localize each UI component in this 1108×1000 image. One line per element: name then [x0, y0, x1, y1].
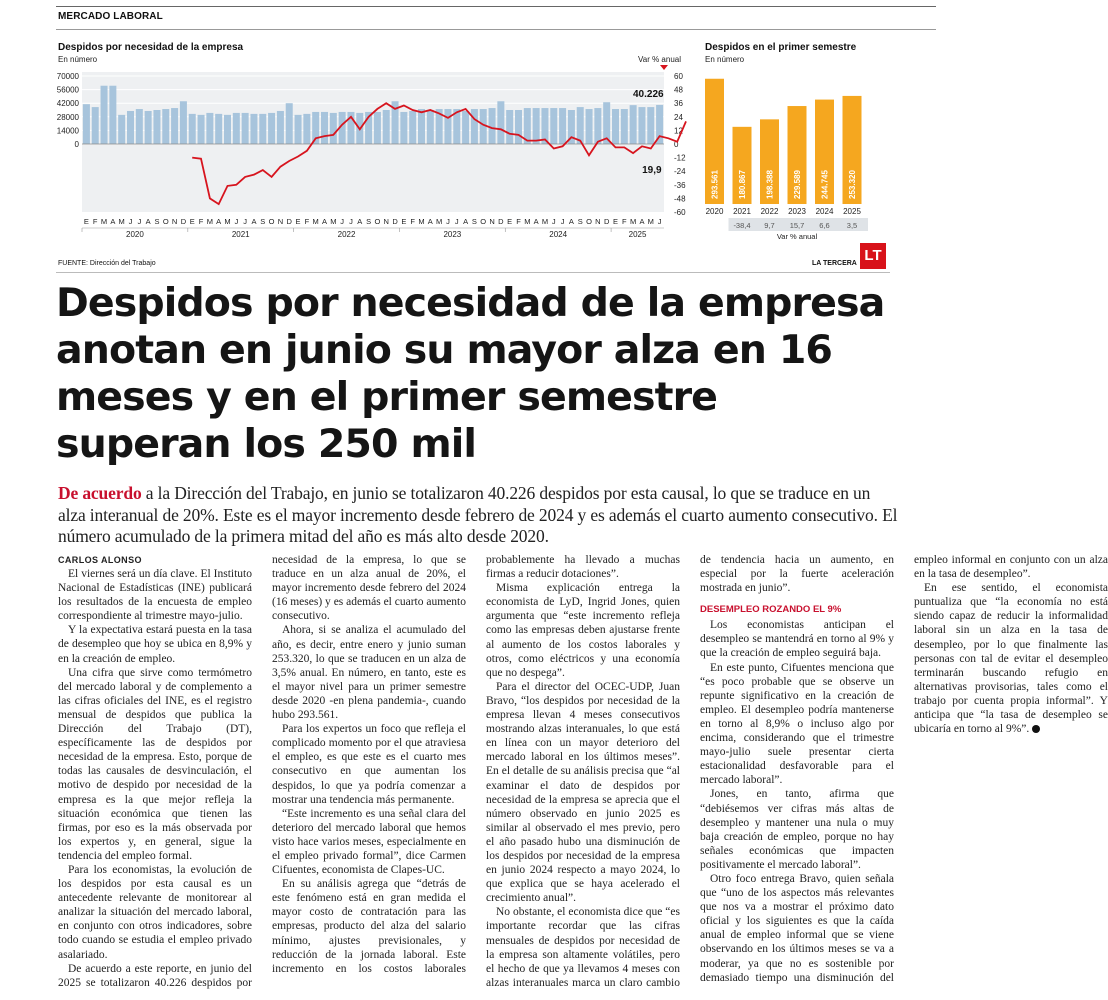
chart1-bar [612, 109, 619, 144]
chart1-month-label: O [480, 217, 487, 226]
lead-text: a la Dirección del Trabajo, en junio se totalizaron 40.226 despidos por esta causal, lo que se traduce en un alza interanual de 20%. Este es el mayor incremento desde febrero de 2024 y es además el cuarto aumento consecutivo. El número acumulado de la primera mitad del año es más alto desde 2020. [58, 483, 898, 546]
chart1-ylabel: En número [58, 55, 98, 64]
chart1-month-label: M [100, 217, 108, 226]
chart1-bar [515, 110, 522, 144]
divider [56, 272, 890, 273]
chart1-month-label: E [295, 217, 301, 226]
chart2-variation-label: 3,5 [846, 221, 858, 230]
chart1-bar [153, 110, 160, 144]
article-paragraph: Una cifra que sirve como termómetro del mercado laboral y de complemento a las cifras oficiales del INE, es el registro mensual de despidos que publica la Dirección del Trabajo (DT), específicamente las de despidos por necesidad de la empresa. Esto, porque de todas las causales de desvinculación, el motivo de despido por necesidad de la empresa es la que mejor refleja la situación económica que tienen las firmas, por eso es la más observada por los expertos y, en general, sigue la tendencia del empleo formal. [58, 666, 252, 862]
chart1-right-tick: 48 [674, 85, 683, 95]
chart2-ylabel: En número [705, 55, 745, 64]
article-paragraph: Para los economistas, la evolución de los despidos por esta causal es un antecedente relevante de monitorear al analizar la situación del mercado laboral, en conjunto con otros indicadores, sobre todo cuando se estudia el empleo privado asalariado. [58, 863, 252, 961]
chart2-variation-label: 9,7 [764, 221, 775, 230]
chart1-y2label: Var % anual [638, 55, 681, 64]
chart1-bar [506, 110, 513, 144]
chart1-bar [259, 114, 266, 144]
chart2-value-label: 229.589 [793, 170, 802, 199]
chart1-bar [621, 109, 628, 144]
chart1-bar [162, 109, 169, 144]
chart1-month-label: S [471, 217, 477, 226]
chart1-bar [136, 109, 143, 144]
chart1-month-label: D [498, 217, 504, 226]
chart2-variation-label: 15,7 [789, 221, 805, 230]
chart1-month-label: M [436, 217, 443, 226]
chart1-bar [647, 107, 654, 144]
chart1-bar [418, 109, 425, 144]
chart1-month-label: O [374, 217, 381, 226]
chart1-month-label: M [224, 217, 231, 226]
article-body [58, 553, 1108, 993]
chart1-bar [550, 108, 557, 144]
chart1-left-tick: 70000 [56, 72, 79, 81]
chart1-month-label: F [92, 217, 98, 226]
chart1-bar [400, 112, 407, 144]
chart1-month-label: F [516, 217, 521, 226]
chart1-bar [198, 115, 205, 144]
chart1-bar [118, 115, 125, 144]
article-paragraph: En su análisis agrega que “detrás de este fenómeno está en gran medida el mayor costo de contratación para las empresas, producto del alza del salario mínimo, ajustes previsionales, y reducción de la jornada laboral. Este incremento en los costos laborales probablemente ha llevado a muchas firmas a reducir dotaciones”. [272, 554, 680, 975]
article-paragraph: Para el director del OCEC-UDP, Juan Bravo, “los despidos por necesidad de la empresa llevan 4 meses consecutivos mostrando alzas interanuales, lo que está en línea con un mayor deterioro del mercado laboral en los últimos meses”. En el detalle de su análisis precisa que “al examinar el dato de despidos por necesidad de la empresa se aprecia que el número observado en junio 2025 es similar al observado el mes previo, pero el año pasado hubo una disminución de los despidos por necesidad de la empresa en junio 2024 respecto a mayo 2024, lo que explica que se haya acelerado el crecimiento anual”. [486, 680, 680, 905]
chart1-bar [321, 112, 328, 144]
chart1-year-label: 2021 [231, 230, 250, 239]
chart1-bar [594, 108, 601, 144]
chart1-year-label: 2023 [443, 230, 462, 239]
chart1-right-tick: 60 [674, 72, 683, 81]
chart1-last-value-label: 40.226 [632, 88, 664, 100]
article-paragraph: Los economistas anticipan el desempleo se mantendrá en torno al 9% y que la creación de empleo seguirá baja. [700, 619, 894, 660]
chart1-left-tick: 42000 [56, 99, 79, 109]
chart1-month-label: S [260, 217, 266, 226]
chart1-bar [577, 107, 584, 144]
section-header [56, 6, 936, 30]
chart1-month-label: J [137, 217, 142, 226]
chart2-category-label: 2020 [705, 207, 724, 216]
chart1-month-label: A [568, 217, 574, 226]
chart1-month-label: S [366, 217, 372, 226]
chart1-bar [383, 110, 390, 144]
chart2-variation-label: -38,4 [733, 221, 751, 230]
chart1-bar [444, 109, 451, 144]
chart1-bar [638, 107, 645, 144]
chart2-variation-label: 6,6 [819, 221, 830, 230]
article-paragraph: Otro foco entrega Bravo, quien señala que “uno de los aspectos más relevantes que nos va a mostrar el próximo dato oficial y los siguientes es que la caída anual de empleo informal que se viene observando en los últimos meses se va a moderar, ya que no es sostenible por demasiado tiempo una disminución del empleo informal en conjunto con un alza en la tasa de desempleo”. [700, 554, 1108, 984]
article-paragraph: Y la expectativa estará puesta en la tasa de desempleo que hoy se ubica en 8,9% y en la creación de empleo. [58, 624, 252, 665]
chart1-bar [295, 115, 302, 144]
chart2-variation-caption: Var % anual [776, 232, 818, 241]
chart2-category-label: 2025 [843, 207, 861, 216]
source-note: FUENTE: Dirección del Trabajo [58, 260, 156, 267]
chart1-month-label: J [128, 217, 133, 226]
chart1-bar [374, 112, 381, 144]
chart1-month-label: J [551, 217, 556, 226]
article-paragraph: Para los expertos un foco que refleja el complicado momento por el que atraviesa el empleo, es que este es el cuarto mes consecutivo en que aumentan los despidos, lo que ya podría comenzar a mostrar una tendencia más permanente. [272, 723, 466, 806]
article-paragraph: Misma explicación entrega la economista de LyD, Ingrid Jones, quien argumenta que “este incremento refleja como las empresas deben ajustarse frente al aumento de los costos laborales y otros, como eléctricos y una economía que no despega”. [486, 582, 680, 679]
chart1-bar [586, 109, 593, 144]
lead-highlight: De acuerdo [58, 483, 142, 503]
chart1-bar [303, 114, 310, 144]
chart1-month-label: M [647, 217, 654, 226]
chart1-month-label: M [630, 217, 637, 226]
chart1-month-label: F [304, 217, 310, 226]
chart1-month-label: A [639, 217, 645, 226]
chart1-month-label: A [251, 217, 257, 226]
chart1-month-label: J [560, 217, 565, 226]
chart1-month-label: E [612, 217, 619, 226]
chart1-month-label: D [286, 217, 292, 226]
chart1-bar [233, 113, 240, 144]
chart1-right-tick: 36 [674, 99, 683, 109]
chart2-title: Despidos en el primer semestre [705, 42, 857, 53]
chart1-month-label: J [349, 217, 353, 226]
chart1-month-label: J [446, 217, 450, 226]
chart1-left-tick: 14000 [56, 126, 79, 136]
chart1-year-label: 2024 [549, 230, 568, 239]
chart1-month-label: E [401, 217, 407, 226]
chart1-month-label: F [198, 217, 204, 226]
chart1-month-label: E [83, 217, 89, 226]
chart1-bar [206, 113, 213, 144]
chart1-bar [127, 111, 134, 144]
chart1-marker-triangle-icon [660, 65, 668, 70]
subheading: DESEMPLEO ROZANDO EL 9% [700, 604, 842, 616]
article-paragraph: “Este incremento es una señal clara del deterioro del mercado laboral que hemos visto hace varios meses, especialmente en el empleo privado formal”, dice Carmen Cifuentes, economista de Clapes-UC. [272, 807, 466, 877]
chart1-month-label: M [524, 217, 531, 226]
chart1-month-label: N [595, 217, 601, 226]
chart1-plot-area [82, 72, 664, 212]
chart1-bar [242, 113, 249, 144]
article-paragraph-text: En ese sentido, el economista puntualiza que “la economía no está siendo capaz de reducir la informalidad laboral sin un alza en la tasa de desempleo, por lo que finalmente las personas con tal de evitar el desempleo terminarán buscando refugio en alternativas provisorias, tales como el trabajo por cuenta propia informal”. Y anticipa que “la tasa de desempleo se ubicaría en torno al 9%”. [914, 582, 1108, 736]
chart1-month-label: J [234, 217, 239, 226]
article-paragraph: Jones, en tanto, afirma que “debiésemos ver cifras más altas de desempleo y mantener una nula o muy baja creación de empleo, porque no hay señales económicas que impacten positivamente el mercado laboral”. [700, 788, 894, 871]
chart1-bar [286, 103, 293, 144]
chart1-bar [109, 86, 116, 144]
chart1-month-label: F [622, 217, 627, 226]
chart1-bar [268, 113, 275, 144]
chart1-month-label: O [268, 217, 275, 226]
brand-name: LA TERCERA [812, 260, 857, 267]
article-paragraph: El viernes será un día clave. El Instituto Nacional de Estadísticas (INE) publicará los resultados de la encuesta de empleo correspondiente al trimestre mayo-julio. [58, 568, 252, 623]
semester-layoffs-chart [700, 64, 890, 244]
article-paragraph: En este punto, Cifuentes menciona que “es poco probable que se observe un repunte significativo en la creación de empleo. El desempleo podría mantenerse en torno al 8,9% o incluso algo por encima, considerando que el trimestre mayo-julio suele presentar cierta estacionalidad desfavorable para el mercado laboral”. [700, 661, 894, 787]
chart1-month-label: F [410, 217, 415, 226]
chart1-title: Despidos por necesidad de la empresa [58, 42, 244, 53]
chart1-month-label: J [340, 217, 345, 226]
chart1-bar [224, 115, 231, 144]
chart1-month-label: M [541, 217, 549, 226]
chart1-bar [427, 110, 434, 144]
chart1-month-label: N [383, 217, 389, 226]
chart1-left-tick: 28000 [56, 112, 79, 122]
chart1-last-variation-label: 19,9 [642, 165, 662, 176]
chart1-bar [250, 114, 257, 144]
chart2-value-label: 293.561 [710, 170, 720, 199]
chart1-month-label: A [463, 217, 469, 226]
headline: Despidos por necesidad de la empresa anotan en junio su mayor alza en 16 meses y en el primer semestre superan los 250 mil [56, 280, 885, 467]
chart1-month-label: O [162, 217, 169, 226]
chart1-left-tick: 56000 [56, 85, 79, 95]
chart1-right-tick: -48 [674, 194, 686, 204]
chart1-month-label: M [118, 217, 125, 226]
chart1-month-label: M [418, 217, 425, 226]
chart2-value-label: 244.745 [820, 170, 830, 199]
chart1-year-label: 2025 [628, 230, 647, 239]
chart1-month-label: J [657, 217, 662, 226]
chart2-value-label: 253.320 [848, 170, 857, 199]
chart2-category-label: 2023 [788, 207, 806, 216]
chart1-bar [489, 108, 496, 144]
chart1-month-label: A [145, 217, 151, 226]
chart1-right-tick: -24 [674, 167, 686, 177]
chart1-month-label: M [312, 217, 319, 226]
chart1-month-label: S [577, 217, 583, 226]
brand-logo: LT [860, 243, 886, 269]
chart1-bar [101, 86, 108, 144]
chart1-month-label: N [277, 217, 284, 226]
chart1-right-tick: -12 [674, 153, 686, 163]
chart2-value-label: 180.867 [738, 170, 747, 199]
article-paragraph: De acuerdo a este reporte, en junio del 2025 se totalizaron 40.226 despidos por necesidad de la empresa, lo que se traduce en un alza anual de 20%, el mayor incremento desde febrero del 2024 (16 meses) y es además el cuarto aumento consecutivo. [58, 554, 466, 989]
chart1-right-tick: -60 [674, 208, 686, 217]
chart1-bar [83, 104, 90, 144]
chart2-category-label: 2024 [815, 207, 834, 216]
article-paragraph [914, 581, 1108, 736]
monthly-layoffs-chart [56, 64, 690, 244]
chart1-month-label: A [110, 217, 116, 226]
chart1-month-label: O [586, 217, 592, 226]
chart1-bar [497, 101, 504, 144]
chart1-bar [630, 105, 637, 144]
chart1-month-label: D [180, 217, 187, 226]
chart1-month-label: A [216, 217, 222, 226]
chart1-bar [471, 109, 478, 144]
chart1-bar [189, 114, 196, 144]
chart1-month-label: A [427, 217, 433, 226]
chart2-category-label: 2022 [760, 207, 779, 216]
section-label: MERCADO LABORAL [58, 11, 163, 22]
chart1-bar [330, 113, 337, 144]
article-paragraph: No obstante, el economista dice que “es importante recordar que las cifras mensuales de despidos por necesidad de la empresa son altamente volátiles, pero el hecho de que ya llevamos 4 meses con alzas interanuales marca un claro cambio de tendencia hacia un aumento, en especial por la fuerte aceleración mostrada en junio”. [486, 554, 894, 989]
chart1-bar [145, 111, 152, 144]
chart1-bar [409, 111, 416, 144]
chart1-bar [277, 111, 284, 144]
chart1-year-label: 2022 [337, 230, 356, 239]
lead-paragraph [58, 483, 898, 548]
chart1-bar [462, 111, 469, 144]
chart1-month-label: S [154, 217, 160, 226]
chart1-month-label: D [603, 217, 610, 226]
article-paragraph: Ahora, si se analiza el acumulado del año, es decir, entre enero y junio suman 253.320, lo que se traducen en un alza de 3,5% anual. En número, en tanto, este es el mayor nivel para un primer semestre desde 2020 -en plena pandemia-, cuando hubo 293.561. [272, 624, 466, 722]
chart1-year-label: 2020 [126, 230, 144, 239]
chart1-month-label: J [454, 217, 459, 226]
chart1-bar [180, 101, 187, 144]
byline: CARLOS ALONSO [58, 555, 142, 565]
chart1-month-label: A [321, 217, 328, 226]
chart2-category-label: 2021 [733, 207, 751, 216]
chart1-bar [533, 108, 540, 144]
chart1-left-tick: 0 [74, 140, 79, 149]
chart1-month-label: N [171, 217, 178, 226]
chart1-month-label: M [330, 217, 337, 226]
chart1-bar [215, 114, 222, 144]
chart1-month-label: M [206, 217, 213, 226]
end-mark-icon [1032, 725, 1040, 733]
chart2-value-label: 198.388 [765, 170, 775, 199]
chart1-bar [559, 108, 566, 144]
chart1-month-label: J [243, 217, 248, 226]
chart1-month-label: N [489, 217, 495, 226]
chart1-month-label: E [189, 217, 195, 226]
chart1-right-tick: 0 [674, 140, 679, 149]
chart1-right-tick: 24 [674, 112, 683, 122]
chart1-month-label: A [357, 217, 363, 226]
chart1-bar [92, 107, 99, 144]
chart1-right-tick: -36 [674, 180, 686, 190]
chart1-right-tick: 12 [674, 126, 683, 136]
chart1-bar [171, 108, 178, 144]
chart1-month-label: D [392, 217, 398, 226]
chart1-month-label: A [533, 217, 539, 226]
chart1-month-label: E [507, 217, 513, 226]
